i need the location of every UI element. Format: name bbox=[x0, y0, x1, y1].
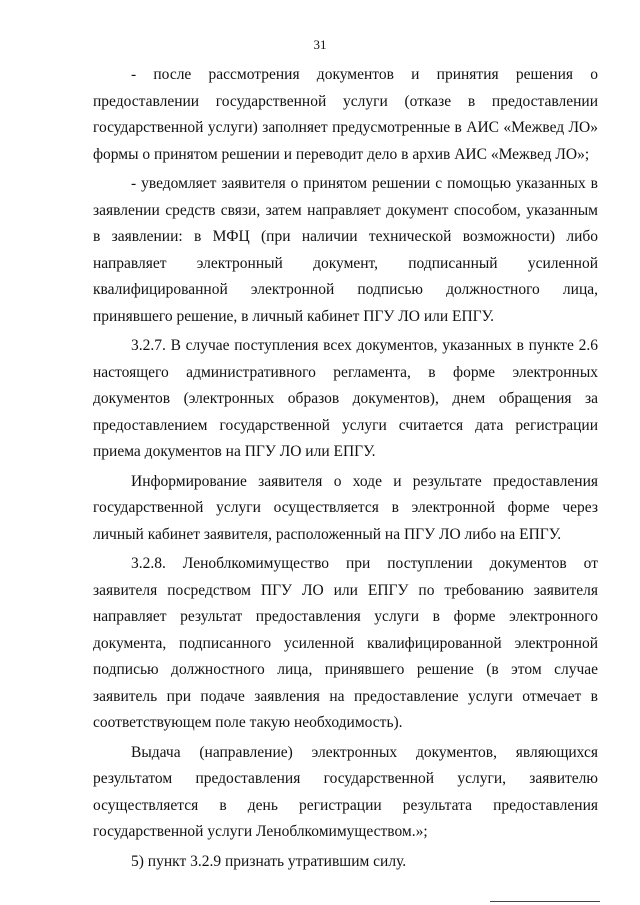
paragraph-issuance: Выдача (направление) электронных документов, являющихся результатом предоставления государственной услуги, заявителю осуществляется в день регистрации результата предоставления государственной услуги Леноблкомимуществом.»; bbox=[93, 743, 598, 840]
page-number: 31 bbox=[313, 37, 327, 52]
paragraph-notify-applicant: - уведомляет заявителя о принятом решении с помощью указанных в заявлении средств связи, затем направляет документ способом, указанным в заявлении: в МФЦ (при наличии технической возможности) либо направляет электронный документ, подписанный усиленной квалифицированной электронной подписью должностного лица, принявшего решение, в личный кабинет ПГУ ЛО или ЕПГУ. bbox=[93, 175, 598, 325]
paragraph-3-2-8: 3.2.8. Леноблкомимущество при поступлении документов от заявителя посредством ПГУ ЛО или ЕПГУ по требованию заявителя направляет результат предоставления услуги в форме электронного документа, подписанного усиленной квалифицированной электронной подписью должностного лица, принявшего решение (в этом случае заявитель при подаче заявления на предоставление услуги отмечает в соответствующем поле такую необходимость). bbox=[93, 555, 598, 731]
paragraph-3-2-7: 3.2.7. В случае поступления всех документов, указанных в пункте 2.6 настоящего административного регламента, в форме электронных документов (электронных образов документов), днем обращения за предоставлением государственной услуги считается дата регистрации приема документов на ПГУ ЛО или ЕПГУ. bbox=[93, 337, 598, 460]
document-body bbox=[93, 62, 598, 875]
paragraph-item-5: 5) пункт 3.2.9 признать утратившим силу. bbox=[131, 852, 407, 870]
paragraph-review-documents: - после рассмотрения документов и принятия решения о предоставлении государственной услуги (отказе в предоставлении государственной услуги) заполняет предусмотренные в АИС «Межвед ЛО» формы о принятом решении и переводит дело в архив АИС «Межвед ЛО»; bbox=[93, 66, 598, 163]
footer-divider bbox=[490, 901, 600, 902]
paragraph-informing-applicant: Информирование заявителя о ходе и результате предоставления государственной услуги осуществляется в электронной форме через личный кабинет заявителя, расположенный на ПГУ ЛО либо на ЕПГУ. bbox=[93, 472, 598, 543]
